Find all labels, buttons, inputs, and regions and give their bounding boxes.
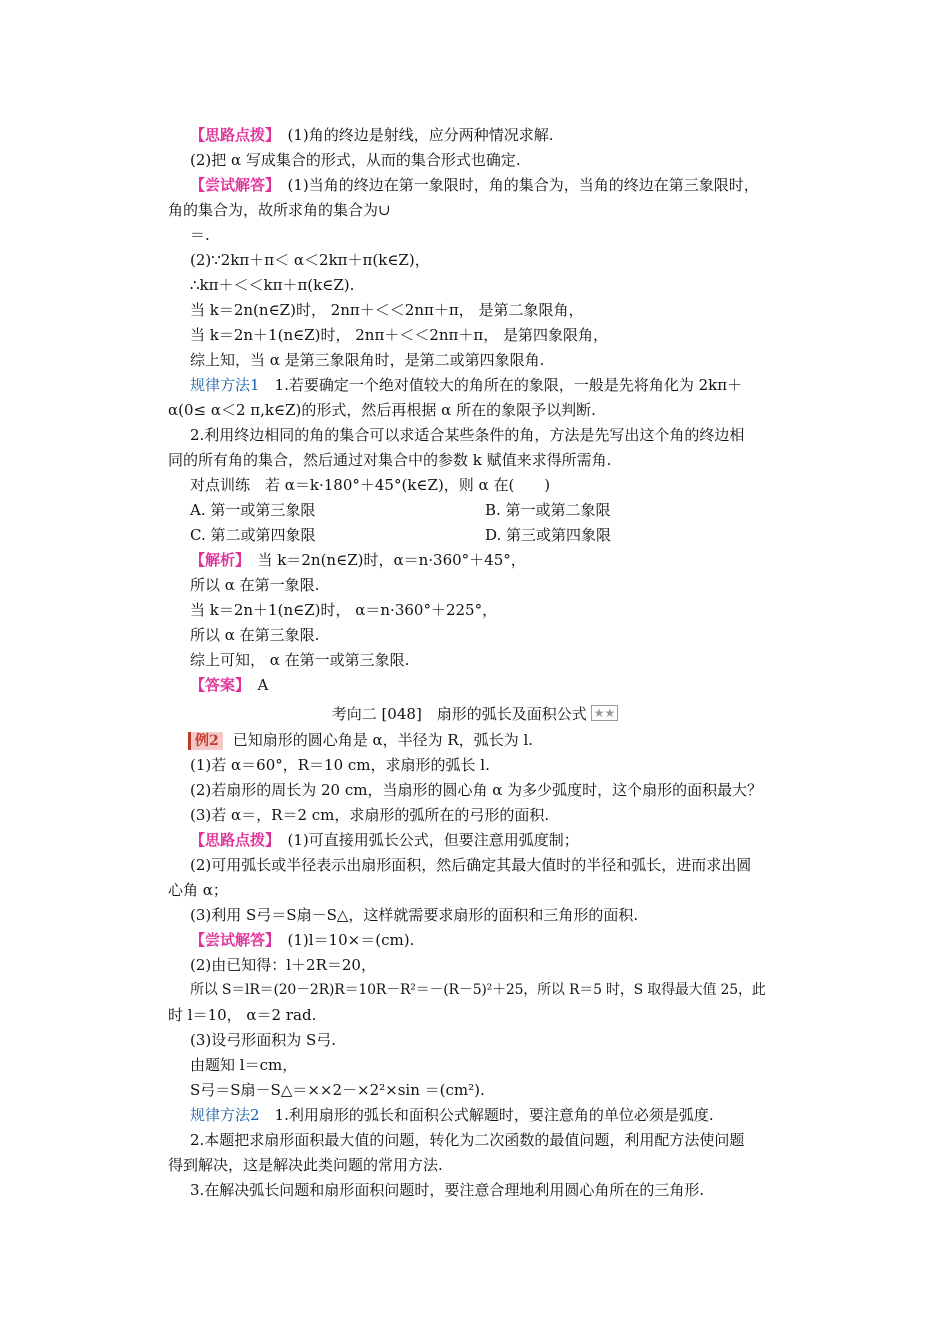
text-line — [190, 623, 810, 647]
practice-question — [190, 473, 810, 497]
text: 已知扇形的圆心角是 α，半径为 R，弧长为 l. — [232, 731, 534, 749]
text-line — [190, 978, 810, 1002]
text: 心角 α； — [168, 881, 228, 899]
text: ＝. — [190, 226, 210, 244]
text: 当 k＝2n(n∈Z)时， 2nπ＋＜＜2nπ＋π， 是第二象限角， — [190, 301, 584, 319]
text-line — [190, 598, 810, 622]
text: 当 k＝2n＋1(n∈Z)时， α＝n·360°＋225°， — [190, 601, 498, 619]
example-2-statement — [188, 728, 808, 752]
method-heading-1 — [190, 373, 810, 397]
method-label: 规律方法1 — [190, 376, 260, 394]
text: 当 k＝2n(n∈Z)时，α＝n·360°＋45°， — [242, 551, 526, 569]
options-row-1 — [190, 498, 810, 522]
text-line — [190, 853, 810, 877]
text: 3.在解决弧长问题和扇形面积问题时，要注意合理地利用圆心角所在的三角形. — [190, 1181, 705, 1199]
text: 由题知 l＝cm， — [190, 1056, 298, 1074]
text: S弓＝S扇－S△＝××2－×2²×sin ＝(cm²). — [190, 1081, 485, 1099]
text: A — [242, 676, 269, 694]
text: 所以 α 在第一象限. — [190, 576, 320, 594]
answer-heading-1 — [190, 173, 810, 197]
text-line — [190, 648, 810, 672]
text-line — [190, 223, 810, 247]
text: 所以 S＝lR＝(20－2R)R＝10R－R²＝－(R－5)²＋25，所以 R＝5 时，S 取得最大值 25，此 — [190, 982, 766, 998]
text: 对点训练 若 α＝k·180°＋45°(k∈Z)，则 α 在( ) — [190, 476, 551, 494]
star-rating: ★★ — [591, 705, 619, 721]
answer-heading-2 — [190, 928, 810, 952]
text: (3)设弓形面积为 S弓. — [190, 1031, 337, 1049]
text-line — [190, 323, 810, 347]
text: (1)角的终边是射线，应分两种情况求解. — [272, 126, 554, 144]
text-line — [168, 878, 788, 902]
text: (2)若扇形的周长为 20 cm，当扇形的圆心角 α 为多少弧度时，这个扇形的面积最大？ — [190, 781, 763, 799]
text: 综上知，当 α 是第三象限角时，是第二或第四象限角. — [190, 351, 545, 369]
text: 2.利用终边相同的角的集合可以求适合某些条件的角，方法是先写出这个角的终边相 — [190, 426, 745, 444]
text-line — [168, 198, 788, 222]
text-line — [190, 148, 810, 172]
text-line — [190, 1028, 810, 1052]
tag-label: 【解析】 — [190, 551, 243, 569]
option-c: C. 第二或第四象限 — [190, 526, 316, 544]
options-row-2 — [190, 523, 810, 547]
text: (3)利用 S弓＝S扇－S△，这样就需要求扇形的面积和三角形的面积. — [190, 906, 639, 924]
text: 得到解决，这是解决此类问题的常用方法. — [168, 1156, 443, 1174]
text: (2)可用弧长或半径表示出扇形面积，然后确定其最大值时的半径和弧长，进而求出圆 — [190, 856, 752, 874]
text: (1)若 α＝60°，R＝10 cm，求扇形的弧长 l. — [190, 756, 490, 774]
text-line — [190, 803, 810, 827]
option-b: B. 第一或第二象限 — [485, 501, 611, 519]
hint-heading-1 — [190, 123, 810, 147]
text-line — [190, 1053, 810, 1077]
answer-line — [190, 673, 810, 697]
text: 所以 α 在第三象限. — [190, 626, 320, 644]
method-heading-2 — [190, 1103, 810, 1127]
text-line — [190, 778, 810, 802]
tag-label: 【思路点拨】 — [190, 831, 273, 849]
tag-label: 【答案】 — [190, 676, 243, 694]
text: (2)由已知得：l＋2R＝20， — [190, 956, 376, 974]
text-line — [190, 1178, 810, 1202]
tag-label: 【思路点拨】 — [190, 126, 273, 144]
option-a: A. 第一或第三象限 — [190, 501, 316, 519]
text: (1)当角的终边在第一象限时，角的集合为，当角的终边在第三象限时， — [272, 176, 759, 194]
text: 同的所有角的集合，然后通过对集合中的参数 k 赋值来求得所需角. — [168, 451, 612, 469]
text: (2)∵2kπ＋π＜ α＜2kπ＋π(k∈Z)， — [190, 251, 430, 269]
text-line — [190, 273, 810, 297]
option-d: D. 第三或第四象限 — [485, 526, 612, 544]
tag-label: 【尝试解答】 — [190, 931, 273, 949]
text: 2.本题把求扇形面积最大值的问题，转化为二次函数的最值问题，利用配方法使问题 — [190, 1131, 745, 1149]
text-line — [190, 1128, 810, 1152]
text-line — [168, 1153, 788, 1177]
text: (1)可直接用弧长公式，但要注意用弧度制； — [272, 831, 579, 849]
text-line — [190, 298, 810, 322]
analysis-heading — [190, 548, 810, 572]
text: 1.利用扇形的弧长和面积公式解题时，要注意角的单位必须是弧度. — [259, 1106, 714, 1124]
example-badge: 例2 — [188, 732, 223, 750]
text-line — [190, 953, 810, 977]
tag-label: 【尝试解答】 — [190, 176, 273, 194]
method-label: 规律方法2 — [190, 1106, 260, 1124]
text-line — [190, 248, 810, 272]
text: 综上可知， α 在第一或第三象限. — [190, 651, 410, 669]
text: ∴kπ＋＜＜kπ＋π(k∈Z). — [190, 276, 355, 294]
text: α(0≤ α＜2 π,k∈Z)的形式，然后再根据 α 所在的象限予以判断. — [168, 401, 596, 419]
text-line — [190, 1078, 810, 1102]
section-title: 考向二 [048] 扇形的弧长及面积公式 — [331, 705, 587, 723]
text: 1.若要确定一个绝对值较大的角所在的象限，一般是先将角化为 2kπ＋ — [259, 376, 743, 394]
text-line — [168, 448, 788, 472]
text: (2)把 α 写成集合的形式，从而的集合形式也确定. — [190, 151, 521, 169]
section-heading — [0, 702, 950, 726]
text: 角的集合为，故所求角的集合为∪ — [168, 201, 391, 219]
text: (3)若 α＝，R＝2 cm，求扇形的弧所在的弓形的面积. — [190, 806, 550, 824]
text-line — [168, 398, 788, 422]
text-line — [190, 573, 810, 597]
text: 时 l＝10， α＝2 rad. — [168, 1006, 317, 1024]
text-line — [190, 903, 810, 927]
text: 当 k＝2n＋1(n∈Z)时， 2nπ＋＜＜2nπ＋π， 是第四象限角， — [190, 326, 609, 344]
text-line — [190, 348, 810, 372]
text-line — [168, 1003, 788, 1027]
text-line — [190, 753, 810, 777]
hint-heading-2 — [190, 828, 810, 852]
text: (1)l＝10×＝(cm). — [272, 931, 415, 949]
text-line — [190, 423, 810, 447]
